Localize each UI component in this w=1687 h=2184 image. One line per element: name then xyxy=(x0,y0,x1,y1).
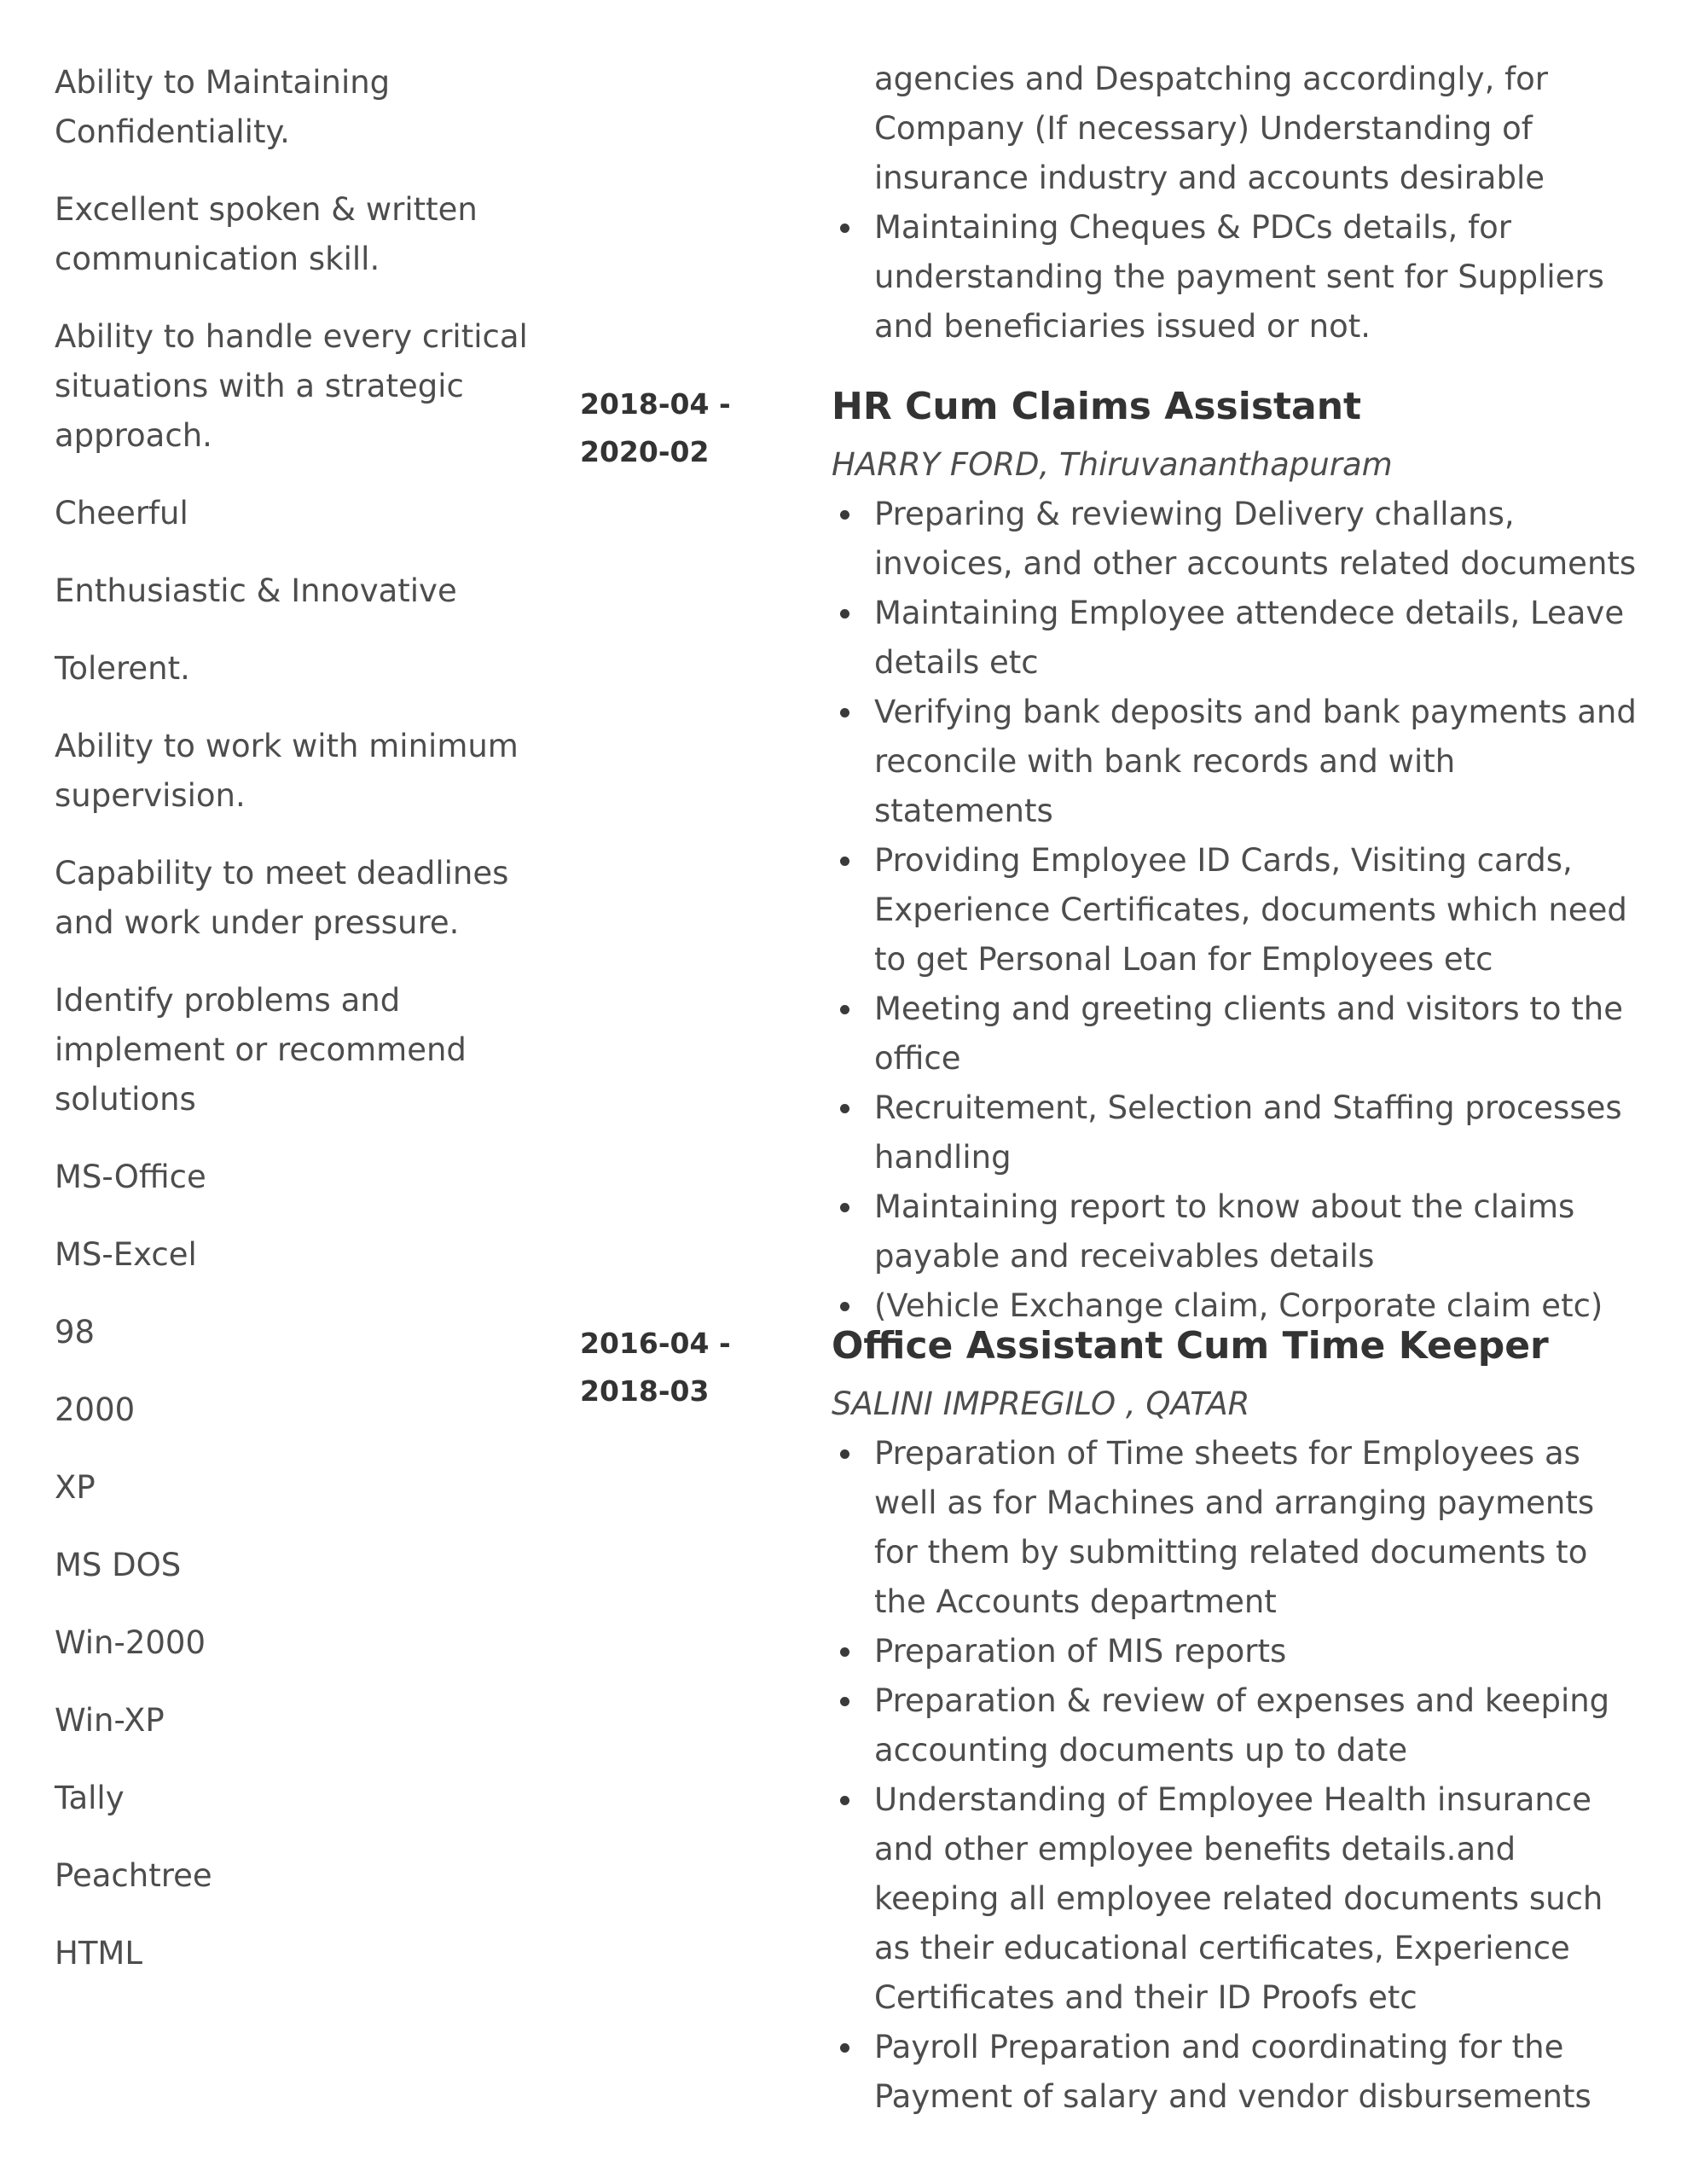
list-item xyxy=(832,836,1642,985)
skill-item: Tolerent. xyxy=(55,650,190,687)
bullet-icon xyxy=(840,708,849,717)
list-item xyxy=(832,1429,1642,1627)
skill-item: Excellent spoken & written communication skill. xyxy=(55,191,478,277)
bullet-icon xyxy=(840,1203,849,1212)
job-date-start: 2016-04 - xyxy=(580,1327,731,1360)
bullet-text: Preparation of MIS reports xyxy=(874,1633,1287,1670)
skill-item: Capability to meet deadlines and work under pressure. xyxy=(55,855,509,941)
skill-item: Tally xyxy=(55,1780,125,1816)
job-title: HR Cum Claims Assistant xyxy=(832,385,1362,428)
list-item-continued xyxy=(832,55,1642,203)
bullet-text: Preparation & review of expenses and keeping accounting documents up to date xyxy=(874,1682,1610,1769)
bullet-text: agencies and Despatching accordingly, for Company (If necessary) Understanding of insurance industry and accounts desirable xyxy=(874,61,1548,196)
list-item xyxy=(832,1083,1642,1182)
job-company: SALINI IMPREGILO , QATAR xyxy=(832,1385,1250,1422)
bullet-text: Meeting and greeting clients and visitors to the office xyxy=(874,990,1623,1077)
list-item xyxy=(832,688,1642,836)
list-item xyxy=(832,985,1642,1083)
job-date-start: 2018-04 - xyxy=(580,387,731,421)
job-date-range xyxy=(580,380,785,476)
skill-item: HTML xyxy=(55,1935,142,1972)
bullet-text: Verifying bank deposits and bank payments and reconcile with bank records and with statements xyxy=(874,694,1637,829)
job-date-range xyxy=(580,1320,785,1415)
list-item xyxy=(832,1627,1642,1676)
bullet-list xyxy=(832,55,1642,351)
list-item xyxy=(832,1676,1642,1775)
bullet-text: Maintaining Employee attendece details, Leave details etc xyxy=(874,595,1625,681)
skill-item: Ability to work with minimum supervision. xyxy=(55,728,519,814)
bullet-list xyxy=(832,1429,1642,2122)
skill-item: Enthusiastic & Innovative xyxy=(55,572,457,609)
list-item xyxy=(832,203,1642,351)
skill-item: 98 xyxy=(55,1314,96,1350)
list-item xyxy=(832,1775,1642,2023)
skill-item: 2000 xyxy=(55,1391,136,1428)
skill-item: Ability to Maintaining Confidentiality. xyxy=(55,64,391,150)
bullet-text: Preparation of Time sheets for Employees as well as for Machines and arranging payments for them by submitting related documents to the Accounts department xyxy=(874,1435,1595,1620)
bullet-text: Preparing & reviewing Delivery challans, invoices, and other accounts related documents xyxy=(874,496,1637,582)
skill-item: Win-2000 xyxy=(55,1624,206,1661)
bullet-icon xyxy=(840,510,849,520)
job-date-end: 2020-02 xyxy=(580,435,710,468)
job-date-end: 2018-03 xyxy=(580,1374,710,1408)
list-item xyxy=(832,490,1642,589)
skill-item: MS DOS xyxy=(55,1547,182,1583)
bullet-icon xyxy=(840,857,849,866)
bullet-icon xyxy=(840,1005,849,1014)
skill-item: MS-Excel xyxy=(55,1236,197,1273)
skill-item: Win-XP xyxy=(55,1702,165,1739)
skill-item: MS-Office xyxy=(55,1159,206,1195)
bullet-icon xyxy=(840,1697,849,1706)
list-item xyxy=(832,589,1642,688)
previous-job-continuation xyxy=(832,55,1642,351)
skill-item: Cheerful xyxy=(55,495,188,531)
bullet-text: Providing Employee ID Cards, Visiting cards, Experience Certificates, documents which need to get Personal Loan for Employees etc xyxy=(874,842,1627,978)
job-title: Office Assistant Cum Time Keeper xyxy=(832,1324,1549,1368)
bullet-text: Recruitement, Selection and Staffing processes handling xyxy=(874,1089,1622,1176)
bullet-icon xyxy=(840,1449,849,1459)
skill-item: Identify problems and implement or recommend solutions xyxy=(55,982,467,1118)
bullet-icon xyxy=(840,2043,849,2053)
job-company: HARRY FORD, Thiruvananthapuram xyxy=(832,446,1393,483)
skill-item: Ability to handle every critical situations with a strategic approach. xyxy=(55,318,528,454)
bullet-icon xyxy=(840,1647,849,1657)
skill-item: XP xyxy=(55,1469,96,1506)
skills-list xyxy=(55,58,532,2007)
bullet-text: Understanding of Employee Health insurance and other employee benefits details.and keeping all employee related documents such as their educational certificates, Experience Certificates and their ID Proofs etc xyxy=(874,1781,1603,2016)
job-entry xyxy=(832,1320,1642,2122)
bullet-icon xyxy=(840,1302,849,1311)
job-entry xyxy=(832,380,1642,1331)
bullet-list xyxy=(832,490,1642,1331)
bullet-icon xyxy=(840,224,849,233)
list-item xyxy=(832,1182,1642,1281)
bullet-icon xyxy=(840,1796,849,1805)
bullet-icon xyxy=(840,609,849,619)
bullet-icon xyxy=(840,1104,849,1113)
bullet-text: Maintaining Cheques & PDCs details, for understanding the payment sent for Suppliers and beneficiaries issued or not. xyxy=(874,209,1604,345)
list-item xyxy=(832,2023,1642,2122)
bullet-text: Payroll Preparation and coordinating for the Payment of salary and vendor disbursements xyxy=(874,2029,1591,2115)
bullet-text: (Vehicle Exchange claim, Corporate claim etc) xyxy=(874,1287,1603,1324)
bullet-text: Maintaining report to know about the claims payable and receivables details xyxy=(874,1188,1575,1275)
skill-item: Peachtree xyxy=(55,1857,212,1894)
